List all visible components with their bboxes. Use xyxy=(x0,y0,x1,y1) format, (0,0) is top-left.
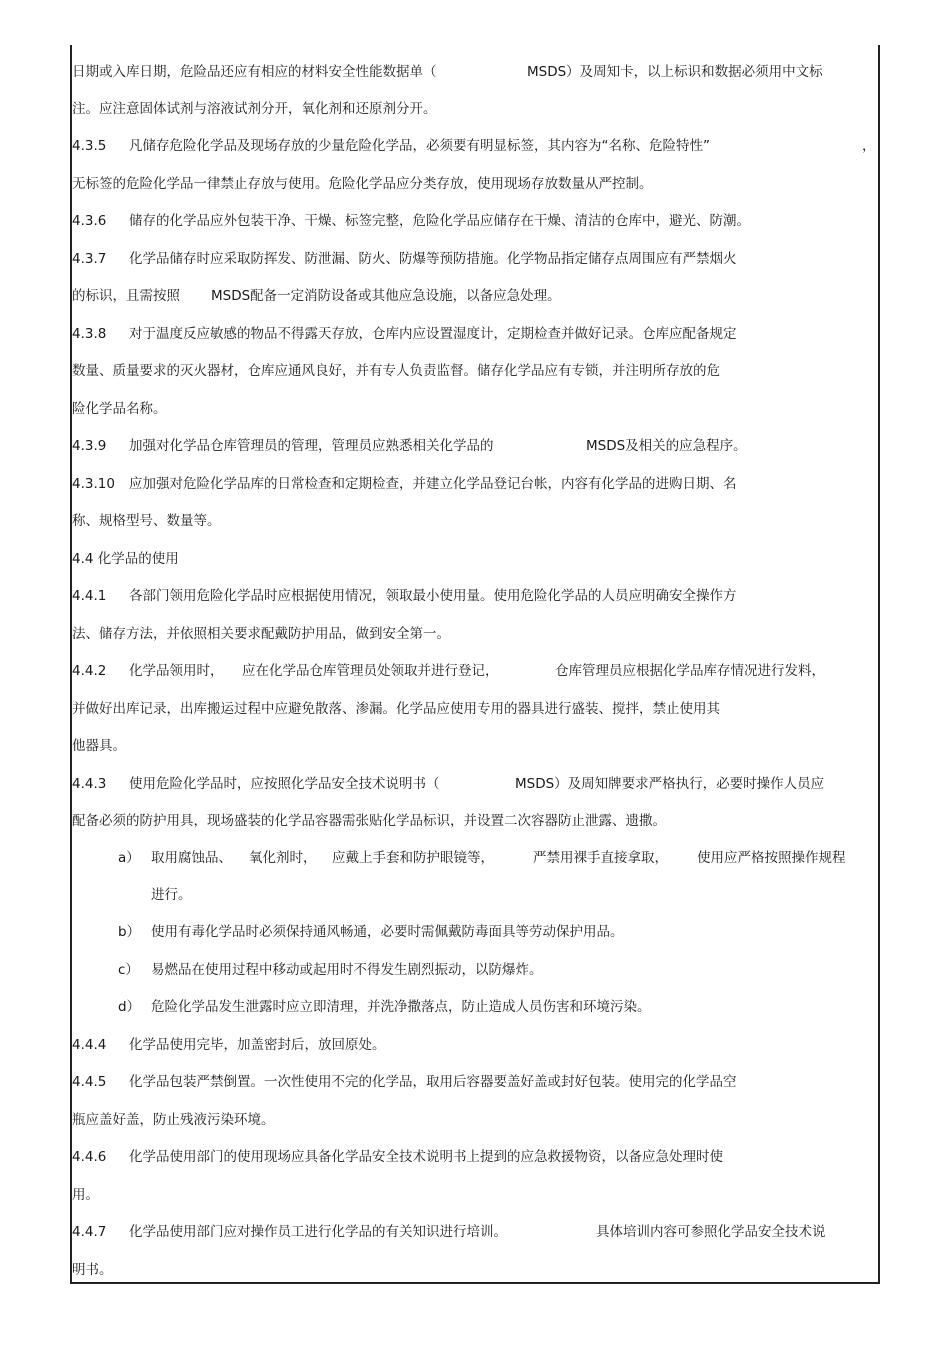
text-segment: 数量、质量要求的灭火器材，仓库应通风良好，并有专人负责监督。储存化学品应有专锁，并注明所存放的危 xyxy=(72,363,720,379)
text-segment: MSDS）及周知牌要求严格执行，必要时操作人员应 xyxy=(515,776,825,792)
text-segment: 用。 xyxy=(72,1187,99,1203)
text-segment: 化学品储存时应采取防挥发、防泄漏、防火、防爆等预防措施。化学物品指定储存点周围应有严禁烟火 xyxy=(129,251,737,267)
text-segment: 化学品包装严禁倒置。一次性使用不完的化学品，取用后容器要盖好盖或封好包装。使用完的化学品空 xyxy=(129,1074,737,1090)
text-segment: 他器具。 xyxy=(72,738,126,754)
text-segment: 的标识，且需按照 xyxy=(72,288,180,304)
text-segment: 对于温度反应敏感的物品不得露天存放，仓库内应设置湿度计，定期检查并做好记录。仓库应配备规定 xyxy=(129,326,737,342)
clause-number: 4.3.10 xyxy=(72,476,115,492)
clause-number: 4.3.6 xyxy=(72,213,107,229)
text-segment: 明书。 xyxy=(72,1262,113,1278)
list-marker: d） xyxy=(118,999,141,1015)
clause-number: 4.4.6 xyxy=(72,1149,107,1165)
text-segment: 危险化学品发生泄露时应立即清理，并洗净撒落点，防止造成人员伤害和环境污染。 xyxy=(151,999,651,1015)
text-segment: 法、储存方法，并依照相关要求配戴防护用品，做到安全第一。 xyxy=(72,626,450,642)
clause-number: 4.3.9 xyxy=(72,438,107,454)
text-segment: 称、规格型号、数量等。 xyxy=(72,513,221,529)
text-segment: 并做好出库记录，出库搬运过程中应避免散落、渗漏。化学品应使用专用的器具进行盛装、搅拌，禁止使用其 xyxy=(72,701,720,717)
text-segment: 瓶应盖好盖，防止残液污染环境。 xyxy=(72,1112,275,1128)
clause-number: 4.3.5 xyxy=(72,138,107,154)
text-segment: 应在化学品仓库管理员处领取并进行登记， xyxy=(242,663,499,679)
section-title: 4.4 化学品的使用 xyxy=(72,551,179,567)
clause-number: 4.3.7 xyxy=(72,251,107,267)
clause-number: 4.4.3 xyxy=(72,776,107,792)
text-segment: 储存的化学品应外包装干净、干燥、标签完整，危险化学品应储存在干燥、清洁的仓库中，避光、防潮。 xyxy=(129,213,750,229)
text-segment: 使用有毒化学品时必须保持通风畅通，必要时需佩戴防毒面具等劳动保护用品。 xyxy=(151,924,624,940)
text-segment: 凡储存危险化学品及现场存放的少量危险化学品，必须要有明显标签，其内容为“名称、危险特性” xyxy=(129,138,710,154)
text-segment: 严禁用裸手直接拿取， xyxy=(533,850,668,866)
text-segment: 易燃品在使用过程中移动或起用时不得发生剧烈振动，以防爆炸。 xyxy=(151,962,543,978)
text-segment: 日期或入库日期，危险品还应有相应的材料安全性能数据单（ xyxy=(72,64,437,80)
text-segment: 配备必须的防护用具，现场盛装的化学品容器需张贴化学品标识，并设置二次容器防止泄露、遗撒。 xyxy=(72,813,666,829)
text-segment: 加强对化学品仓库管理员的管理，管理员应熟悉相关化学品的 xyxy=(129,438,494,454)
clause-number: 4.4.5 xyxy=(72,1074,107,1090)
text-segment: 各部门领用危险化学品时应根据使用情况，领取最小使用量。使用危险化学品的人员应明确安全操作方 xyxy=(129,588,737,604)
text-segment: 化学品使用部门的使用现场应具备化学品安全技术说明书上提到的应急救援物资，以备应急处理时使 xyxy=(129,1149,723,1165)
text-segment: 化学品使用部门应对操作员工进行化学品的有关知识进行培训。 xyxy=(129,1224,507,1240)
clause-number: 4.4.7 xyxy=(72,1224,107,1240)
text-segment: 取用腐蚀品、 xyxy=(151,850,232,866)
text-segment: 化学品领用时， xyxy=(129,663,224,679)
text-segment: MSDS配备一定消防设备或其他应急设施，以备应急处理。 xyxy=(211,288,561,304)
clause-number: 4.3.8 xyxy=(72,326,107,342)
clause-number: 4.4.1 xyxy=(72,588,107,604)
text-segment: 应加强对危险化学品库的日常检查和定期检查，并建立化学品登记台帐，内容有化学品的进购日期、名 xyxy=(129,476,737,492)
text-segment: 无标签的危险化学品一律禁止存放与使用。危险化学品应分类存放，使用现场存放数量从严控制。 xyxy=(72,176,653,192)
list-marker: b） xyxy=(118,924,141,940)
text-segment: MSDS）及周知卡，以上标识和数据必须用中文标 xyxy=(527,64,823,80)
text-segment: 仓库管理员应根据化学品库存情况进行发料， xyxy=(555,663,825,679)
text-segment: 使用危险化学品时，应按照化学品安全技术说明书（ xyxy=(129,776,440,792)
text-segment: ， xyxy=(862,138,876,154)
clause-number: 4.4.4 xyxy=(72,1037,107,1053)
text-segment: 氧化剂时， xyxy=(249,850,317,866)
list-marker: c） xyxy=(118,962,139,978)
text-segment: 使用应严格按照操作规程 xyxy=(697,850,846,866)
clause-number: 4.4.2 xyxy=(72,663,107,679)
text-segment: 险化学品名称。 xyxy=(72,401,167,417)
text-segment: MSDS及相关的应急程序。 xyxy=(586,438,747,454)
list-marker: a） xyxy=(118,850,140,866)
text-segment: 进行。 xyxy=(151,887,192,903)
text-segment: 具体培训内容可参照化学品安全技术说 xyxy=(596,1224,826,1240)
text-segment: 化学品使用完毕，加盖密封后，放回原处。 xyxy=(129,1037,386,1053)
text-segment: 注。应注意固体试剂与溶液试剂分开，氧化剂和还原剂分开。 xyxy=(72,101,437,117)
text-segment: 应戴上手套和防护眼镜等， xyxy=(332,850,494,866)
